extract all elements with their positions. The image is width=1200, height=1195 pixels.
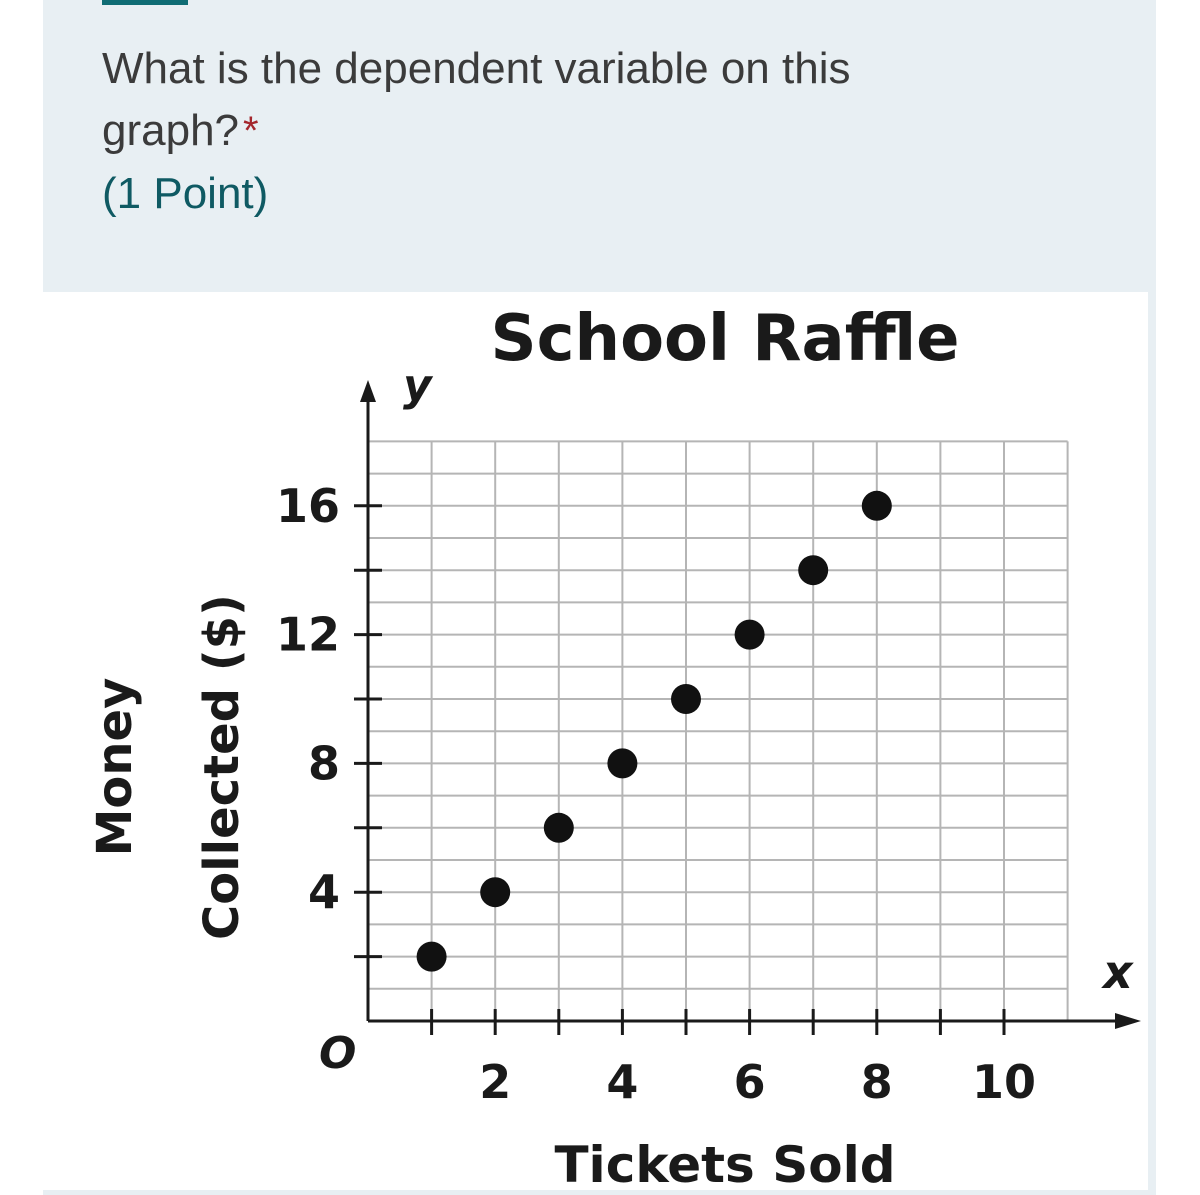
grid (368, 441, 1068, 1021)
question-text: What is the dependent variable on this graph? (102, 44, 851, 155)
x-tick-label: 10 (971, 1055, 1037, 1109)
y-tick-label: 4 (307, 865, 340, 920)
data-point (671, 684, 701, 714)
x-axis-arrow (1115, 1013, 1141, 1029)
data-point (607, 748, 637, 778)
school-raffle-chart (43, 292, 1148, 1190)
y-axis-letter: y (403, 360, 432, 411)
x-axis-label: Tickets Sold (554, 1136, 896, 1190)
ticks (276, 479, 1036, 1109)
data-point (417, 942, 447, 972)
y-axis-label-line2: Collected ($) (194, 594, 250, 940)
x-axis-letter: x (1103, 945, 1133, 999)
required-marker: * (243, 109, 259, 153)
question-title (102, 38, 982, 162)
data-point (798, 555, 828, 585)
x-tick-label: 4 (606, 1055, 639, 1109)
x-tick-label: 8 (860, 1055, 893, 1109)
y-tick-label: 16 (275, 478, 340, 533)
x-tick-label: 6 (733, 1055, 766, 1109)
chart-title: School Raffle (490, 302, 960, 376)
y-tick-label: 8 (307, 736, 340, 791)
x-tick-label: 2 (479, 1055, 512, 1109)
y-axis-label-line1: Money (87, 677, 143, 857)
question-points: (1 Point) (102, 169, 269, 218)
y-axis-arrow (360, 380, 376, 402)
data-point (544, 813, 574, 843)
card-accent-bar (102, 0, 188, 5)
origin-label: O (319, 1028, 357, 1079)
data-point (480, 877, 510, 907)
y-tick-label: 12 (275, 607, 340, 662)
data-point (735, 620, 765, 650)
data-point (862, 491, 892, 521)
question-image (43, 292, 1148, 1190)
